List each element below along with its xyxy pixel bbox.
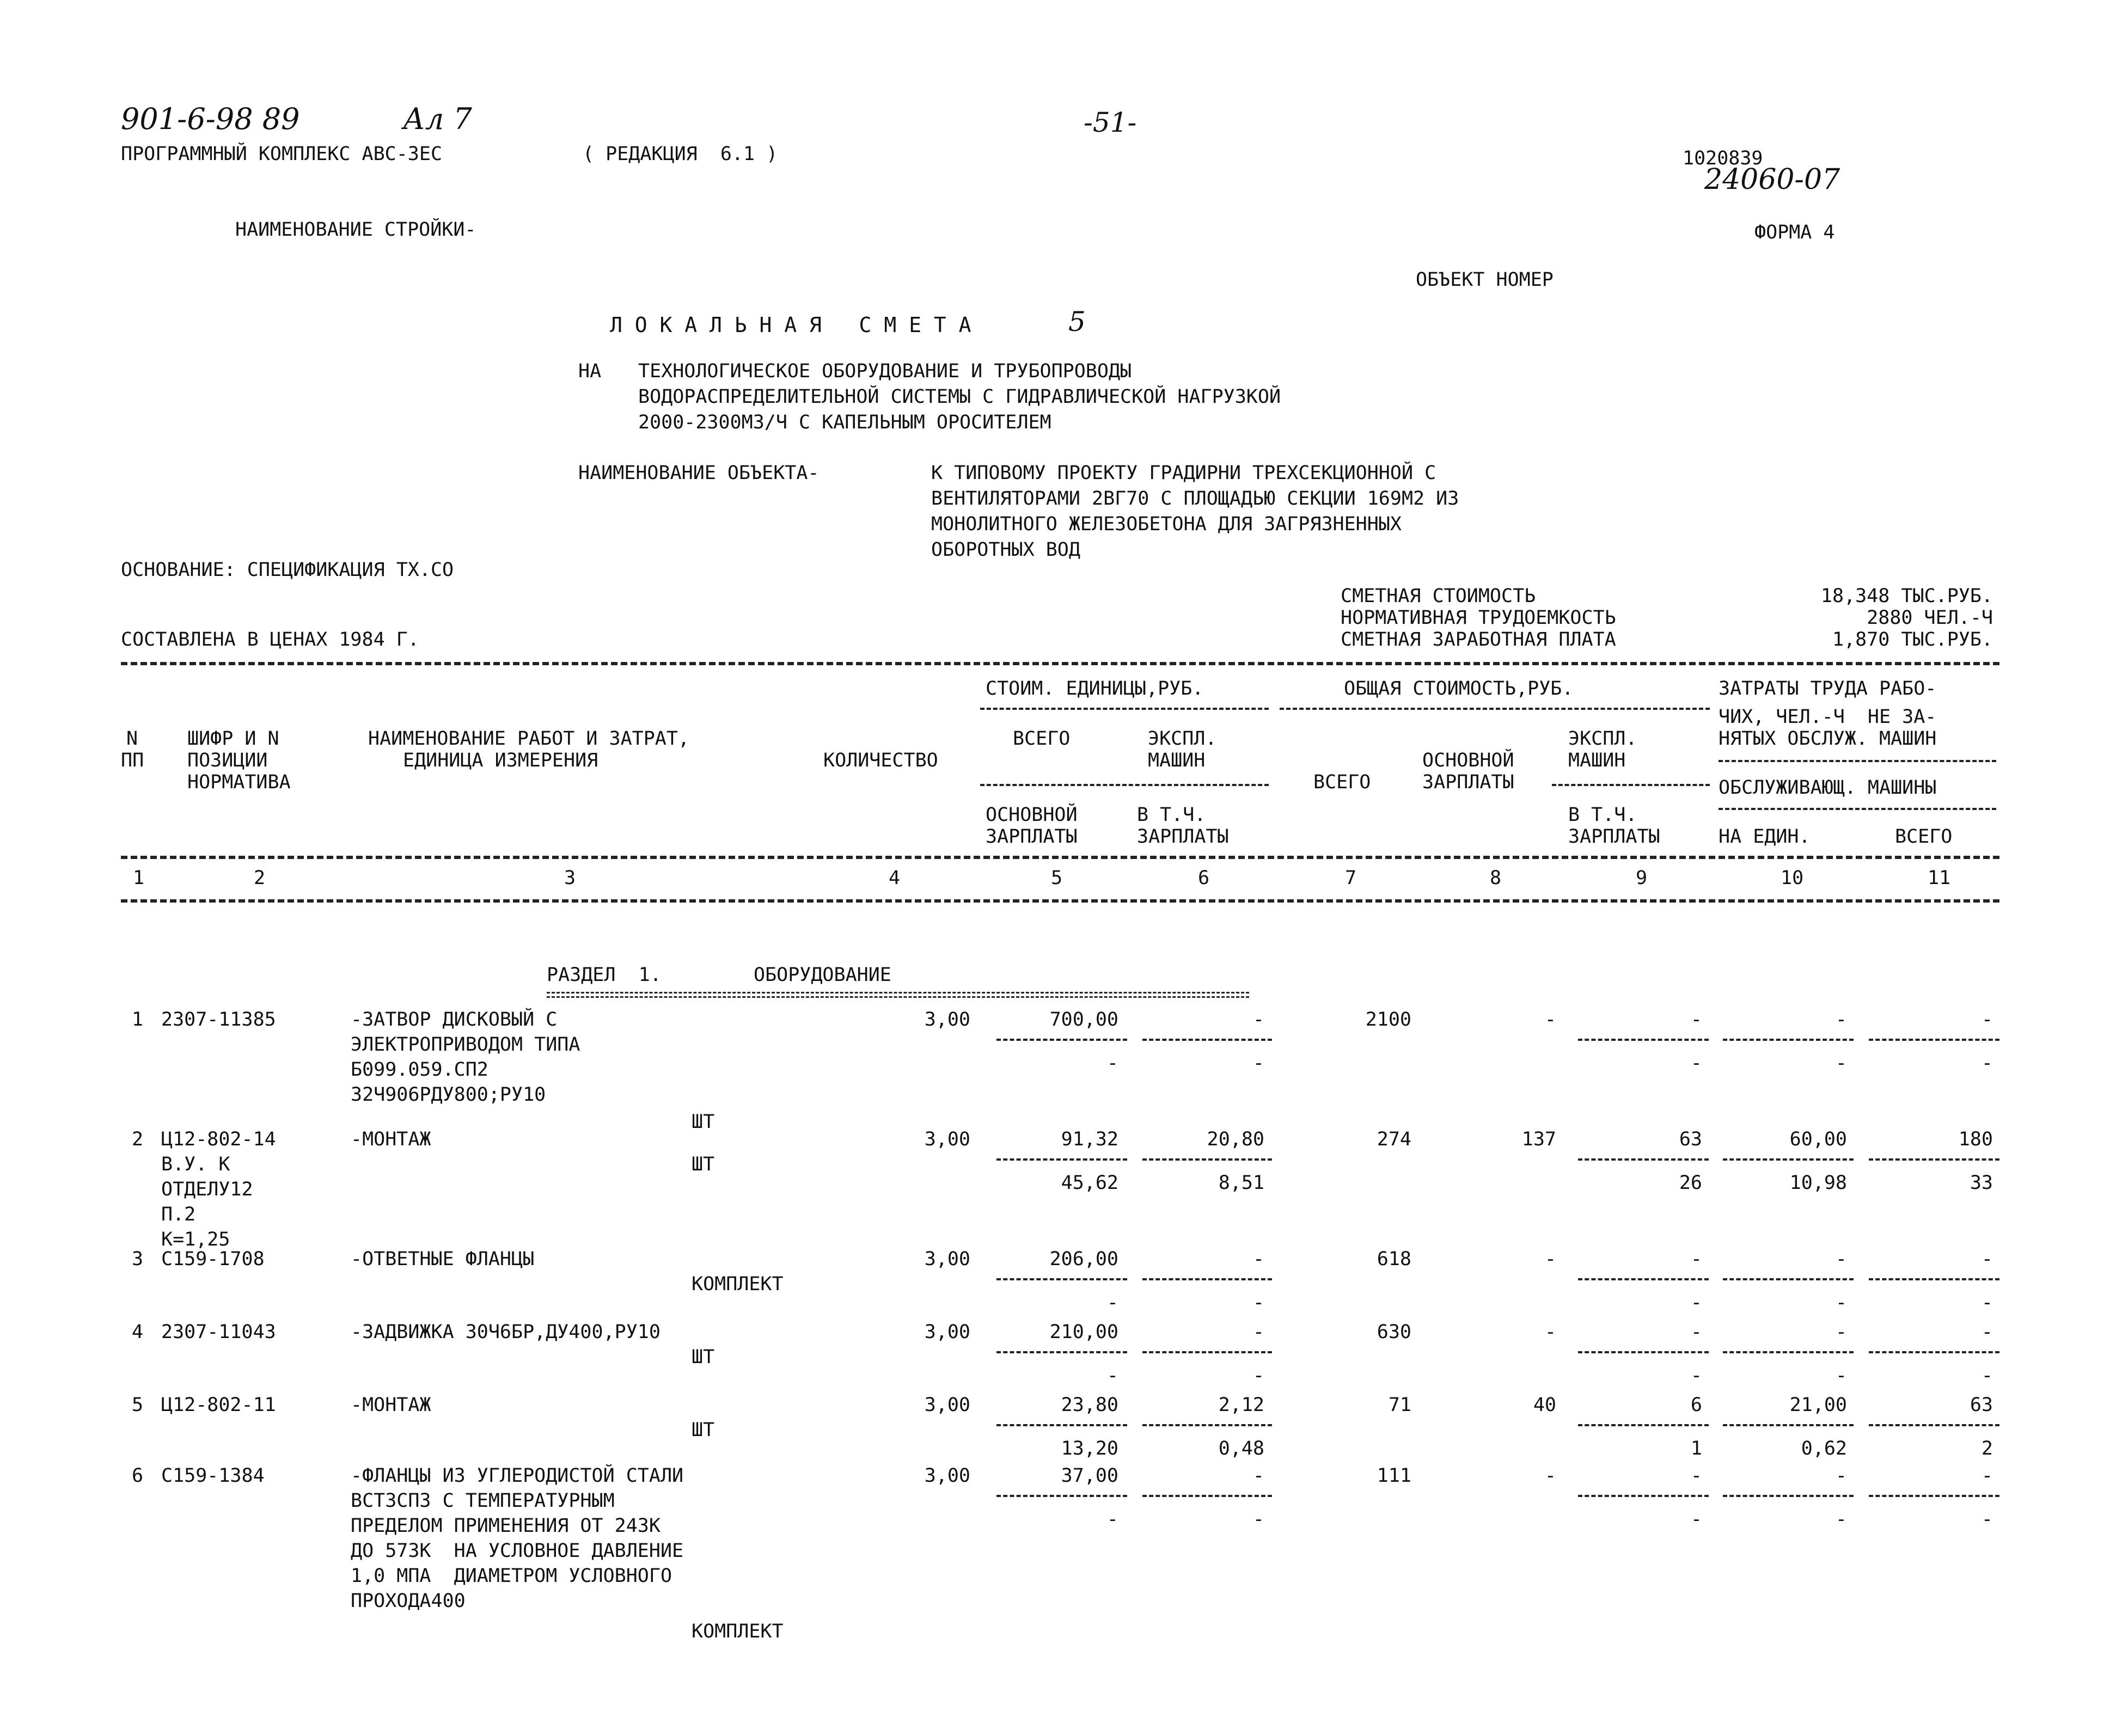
row-code: С159-1708: [161, 1248, 265, 1270]
handwritten-doc-code: 901-6-98 89: [121, 102, 300, 136]
row-labor-total: 180: [1958, 1128, 1993, 1150]
colnum-10: 10: [1781, 867, 1804, 889]
row-total-machine-wage: -: [1690, 1292, 1702, 1314]
row-code: 2307-11385: [161, 1009, 276, 1030]
col-total-incl-2: ЗАРПЛАТЫ: [1568, 826, 1660, 848]
cell-divider: [996, 1351, 1127, 1353]
row-total-cost: 630: [1377, 1321, 1411, 1343]
summary-value-cost: 18,348 ТЫС.РУБ.: [1820, 585, 1993, 607]
row-unit-cost-total: 210,00: [1049, 1321, 1118, 1343]
col-qty: КОЛИЧЕСТВО: [823, 750, 938, 771]
row-unit: КОМПЛЕКТ: [692, 1273, 784, 1295]
cell-divider: [1142, 1351, 1272, 1353]
row-quantity: 3,00: [924, 1248, 970, 1270]
cell-divider: [1869, 1158, 1999, 1161]
cell-divider: [1869, 1039, 1999, 1041]
row-labor-total: -: [1981, 1009, 1993, 1030]
row-name-line: ПРЕДЕЛОМ ПРИМЕНЕНИЯ ОТ 243К: [351, 1515, 661, 1537]
row-unit-wage: 13,20: [1061, 1438, 1118, 1459]
cell-divider: [1578, 1351, 1709, 1353]
row-name-line: Б099.059.СП2: [351, 1059, 488, 1081]
summary-value-labor: 2880 ЧЕЛ.-Ч: [1867, 607, 1993, 629]
colnum-4: 4: [889, 867, 901, 889]
row-total-machines: 63: [1679, 1128, 1702, 1150]
row-labor-sub-per-unit: -: [1835, 1052, 1847, 1074]
subject-line-1: ТЕХНОЛОГИЧЕСКОЕ ОБОРУДОВАНИЕ И ТРУБОПРОВОДЫ: [638, 360, 1132, 382]
col-total-all: ВСЕГО: [1313, 771, 1371, 793]
row-labor-sub-per-unit: -: [1835, 1365, 1847, 1387]
row-total-wages: -: [1544, 1248, 1556, 1270]
col-unit-total: ВСЕГО: [1013, 728, 1071, 750]
row-unit: КОМПЛЕКТ: [692, 1621, 784, 1642]
col-total-mach-2: МАШИН: [1568, 750, 1626, 771]
col-unit-incl-2: ЗАРПЛАТЫ: [1137, 826, 1229, 848]
row-total-wages: -: [1544, 1465, 1556, 1487]
row-unit: ШТ: [692, 1154, 715, 1175]
cell-divider: [1578, 1158, 1709, 1161]
row-total-wages: -: [1544, 1009, 1556, 1030]
col-unit-mach-2: МАШИН: [1148, 750, 1206, 771]
colnum-3: 3: [564, 867, 576, 889]
row-labor-total: -: [1981, 1465, 1993, 1487]
object-name-line-4: ОБОРОТНЫХ ВОД: [931, 539, 1080, 561]
colnum-2: 2: [254, 867, 266, 889]
row-total-machine-wage: -: [1690, 1508, 1702, 1530]
edition: ( РЕДАКЦИЯ 6.1 ): [583, 143, 778, 165]
row-code-extra: В.У. К: [161, 1154, 230, 1175]
cell-divider: [1142, 1039, 1272, 1041]
object-label: НАИМЕНОВАНИЕ ОБЪЕКТА-: [578, 462, 820, 484]
numbers-bottom-rule: [121, 899, 1999, 903]
colnum-8: 8: [1490, 867, 1502, 889]
row-unit-machine-wage: -: [1252, 1292, 1264, 1314]
row-unit-cost-total: 700,00: [1049, 1009, 1118, 1030]
subject-line-3: 2000-2300М3/Ч С КАПЕЛЬНЫМ ОРОСИТЕЛЕМ: [638, 412, 1051, 433]
colnum-6: 6: [1198, 867, 1210, 889]
row-unit-cost-total: 206,00: [1049, 1248, 1118, 1270]
cell-divider: [996, 1424, 1127, 1426]
row-labor-sub-per-unit: 0,62: [1801, 1438, 1847, 1459]
row-labor-sub-total: -: [1981, 1052, 1993, 1074]
col-unit-cost: СТОИМ. ЕДИНИЦЫ,РУБ.: [986, 678, 1204, 700]
col-labor-sub: ОБСЛУЖИВАЮЩ. МАШИНЫ: [1719, 777, 1937, 799]
cell-divider: [1723, 1039, 1854, 1041]
cell-divider: [1578, 1424, 1709, 1426]
cell-divider: [1869, 1424, 1999, 1426]
cell-divider: [1723, 1158, 1854, 1161]
cell-divider: [1869, 1278, 1999, 1280]
row-total-machines: -: [1690, 1248, 1702, 1270]
col-labor-unit: НА ЕДИН.: [1719, 826, 1811, 848]
col-unit-wage-2: ЗАРПЛАТЫ: [986, 826, 1078, 848]
row-number: 1: [132, 1009, 144, 1030]
row-code: С159-1384: [161, 1465, 265, 1487]
row-name-line: -ЗАДВИЖКА 30Ч6БР,ДУ400,РУ10: [351, 1321, 661, 1343]
row-unit-machine-wage: -: [1252, 1052, 1264, 1074]
row-name-line: -ЗАТВОР ДИСКОВЫЙ С: [351, 1009, 558, 1030]
stroyka-label: НАИМЕНОВАНИЕ СТРОЙКИ-: [235, 219, 476, 241]
col-unit-mach-1: ЭКСПЛ.: [1148, 728, 1217, 750]
col-labor-1: ЗАТРАТЫ ТРУДА РАБО-: [1719, 678, 1937, 700]
cell-divider: [1142, 1158, 1272, 1161]
row-number: 2: [132, 1128, 144, 1150]
cell-divider: [1723, 1495, 1854, 1497]
cell-divider: [1142, 1495, 1272, 1497]
col-total-incl-1: В Т.Ч.: [1568, 804, 1637, 826]
table-top-rule: [121, 662, 1999, 665]
object-name-line-3: МОНОЛИТНОГО ЖЕЛЕЗОБЕТОНА ДЛЯ ЗАГРЯЗНЕННЫХ: [931, 513, 1402, 535]
row-number: 3: [132, 1248, 144, 1270]
cell-divider: [1578, 1039, 1709, 1041]
col-total-cost: ОБЩАЯ СТОИМОСТЬ,РУБ.: [1344, 678, 1574, 700]
row-total-cost: 2100: [1365, 1009, 1411, 1030]
summary-value-wage: 1,870 ТЫС.РУБ.: [1832, 629, 1993, 651]
row-number: 4: [132, 1321, 144, 1343]
program-name: ПРОГРАММНЫЙ КОМПЛЕКС АВС-3ЕС: [121, 143, 443, 165]
row-unit-cost-total: 23,80: [1061, 1394, 1118, 1416]
row-labor-sub-per-unit: 10,98: [1789, 1172, 1847, 1194]
summary-label-labor: НОРМАТИВНАЯ ТРУДОЕМКОСТЬ: [1341, 607, 1616, 629]
subject-line-2: ВОДОРАСПРЕДЕЛИТЕЛЬНОЙ СИСТЕМЫ С ГИДРАВЛИЧЕСКОЙ НАГРУЗКОЙ: [638, 386, 1281, 408]
row-total-wages: 40: [1533, 1394, 1556, 1416]
row-labor-total: -: [1981, 1321, 1993, 1343]
row-name-line: ВСТ3СП3 С ТЕМПЕРАТУРНЫМ: [351, 1490, 615, 1512]
row-unit: ШТ: [692, 1111, 715, 1133]
row-unit-cost-total: 37,00: [1061, 1465, 1118, 1487]
cell-divider: [1578, 1495, 1709, 1497]
row-labor-sub-total: -: [1981, 1365, 1993, 1387]
row-name-line: -ОТВЕТНЫЕ ФЛАНЦЫ: [351, 1248, 535, 1270]
row-unit-wage: -: [1106, 1365, 1118, 1387]
handwritten-smeta-number: 5: [1068, 306, 1086, 338]
row-quantity: 3,00: [924, 1321, 970, 1343]
row-unit-wage: -: [1106, 1052, 1118, 1074]
row-total-machine-wage: -: [1690, 1365, 1702, 1387]
row-unit-wage: 45,62: [1061, 1172, 1118, 1194]
row-name-line: -МОНТАЖ: [351, 1128, 431, 1150]
row-labor-per-unit: -: [1835, 1009, 1847, 1030]
col-total-mach-1: ЭКСПЛ.: [1568, 728, 1637, 750]
row-unit-cost-machines: 2,12: [1218, 1394, 1264, 1416]
colnum-9: 9: [1636, 867, 1648, 889]
colnum-11: 11: [1928, 867, 1951, 889]
col-labor-total: ВСЕГО: [1895, 826, 1953, 848]
col-name-line1: НАИМЕНОВАНИЕ РАБОТ И ЗАТРАТ,: [368, 728, 690, 750]
col-num-line2: ПП: [121, 750, 144, 771]
document-title: Л О К А Л Ь Н А Я С М Е Т А: [610, 313, 971, 337]
object-name-line-1: К ТИПОВОМУ ПРОЕКТУ ГРАДИРНИ ТРЕХСЕКЦИОННОЙ С: [931, 462, 1436, 484]
row-unit-machine-wage: 8,51: [1218, 1172, 1264, 1194]
row-total-machines: 6: [1690, 1394, 1702, 1416]
row-quantity: 3,00: [924, 1128, 970, 1150]
cell-divider: [996, 1495, 1127, 1497]
row-number: 5: [132, 1394, 144, 1416]
row-name-line: ДО 573К НА УСЛОВНОЕ ДАВЛЕНИЕ: [351, 1540, 684, 1562]
cell-divider: [1723, 1424, 1854, 1426]
row-labor-total: -: [1981, 1248, 1993, 1270]
cell-divider: [996, 1158, 1127, 1161]
col-code-line2: ПОЗИЦИИ: [187, 750, 268, 771]
row-unit-cost-machines: -: [1252, 1248, 1264, 1270]
row-code-extra: ОТДЕЛУ12: [161, 1179, 253, 1200]
col-code-line1: ШИФР И N: [187, 728, 279, 750]
row-code-extra: К=1,25: [161, 1229, 230, 1250]
row-labor-per-unit: 21,00: [1789, 1394, 1847, 1416]
row-unit-cost-total: 91,32: [1061, 1128, 1118, 1150]
row-labor-sub-total: 33: [1970, 1172, 1993, 1194]
col-labor-3: НЯТЫХ ОБСЛУЖ. МАШИН: [1719, 728, 1937, 750]
row-name-line: ПРОХОДА400: [351, 1590, 466, 1612]
object-number-label: ОБЪЕКТ НОМЕР: [1416, 269, 1554, 291]
section-label: РАЗДЕЛ 1.: [547, 964, 662, 986]
handwritten-sheet: Ал 7: [403, 102, 472, 136]
row-unit-wage: -: [1106, 1508, 1118, 1530]
row-name-line: -ФЛАНЦЫ ИЗ УГЛЕРОДИСТОЙ СТАЛИ: [351, 1465, 684, 1487]
handwritten-page-number: -51-: [1084, 107, 1137, 138]
row-labor-sub-total: 2: [1981, 1438, 1993, 1459]
row-unit-wage: -: [1106, 1292, 1118, 1314]
row-unit-cost-machines: 20,80: [1207, 1128, 1264, 1150]
cell-divider: [1869, 1495, 1999, 1497]
summary-label-cost: СМЕТНАЯ СТОИМОСТЬ: [1341, 585, 1536, 607]
row-name-line: 1,0 МПА ДИАМЕТРОМ УСЛОВНОГО: [351, 1565, 672, 1587]
row-total-cost: 274: [1377, 1128, 1411, 1150]
row-total-machines: -: [1690, 1465, 1702, 1487]
row-labor-sub-total: -: [1981, 1292, 1993, 1314]
row-total-machine-wage: -: [1690, 1052, 1702, 1074]
basis: ОСНОВАНИЕ: СПЕЦИФИКАЦИЯ ТХ.СО: [121, 559, 454, 581]
row-labor-per-unit: -: [1835, 1465, 1847, 1487]
row-labor-per-unit: -: [1835, 1248, 1847, 1270]
cell-divider: [996, 1278, 1127, 1280]
form-label: ФОРМА 4: [1754, 222, 1835, 243]
row-total-wages: -: [1544, 1321, 1556, 1343]
section-underline: [547, 992, 1249, 998]
row-unit-machine-wage: -: [1252, 1508, 1264, 1530]
cell-divider: [996, 1039, 1127, 1041]
row-unit-cost-machines: -: [1252, 1465, 1264, 1487]
colnum-1: 1: [133, 867, 145, 889]
row-code: 2307-11043: [161, 1321, 276, 1343]
summary-label-wage: СМЕТНАЯ ЗАРАБОТНАЯ ПЛАТА: [1341, 629, 1616, 651]
row-total-cost: 111: [1377, 1465, 1411, 1487]
row-total-cost: 618: [1377, 1248, 1411, 1270]
row-total-wages: 137: [1521, 1128, 1556, 1150]
cell-divider: [1142, 1278, 1272, 1280]
col-labor-2: ЧИХ, ЧЕЛ.-Ч НЕ ЗА-: [1719, 706, 1937, 728]
row-name-line: 32Ч906РДУ800;РУ10: [351, 1084, 546, 1106]
cell-divider: [1723, 1278, 1854, 1280]
price-basis: СОСТАВЛЕНА В ЦЕНАХ 1984 Г.: [121, 629, 419, 651]
cell-divider: [1142, 1424, 1272, 1426]
row-unit-cost-machines: -: [1252, 1009, 1264, 1030]
row-labor-total: 63: [1970, 1394, 1993, 1416]
row-labor-per-unit: -: [1835, 1321, 1847, 1343]
row-total-machine-wage: 26: [1679, 1172, 1702, 1194]
row-number: 6: [132, 1465, 144, 1487]
document-number: 1020839: [1683, 148, 1763, 169]
row-quantity: 3,00: [924, 1465, 970, 1487]
col-unit-incl-1: В Т.Ч.: [1137, 804, 1206, 826]
na-label: НА: [578, 360, 602, 382]
row-total-machines: -: [1690, 1321, 1702, 1343]
colnum-7: 7: [1345, 867, 1357, 889]
section-name: ОБОРУДОВАНИЕ: [754, 964, 891, 986]
col-total-wage-2: ЗАРПЛАТЫ: [1422, 771, 1514, 793]
row-total-cost: 71: [1388, 1394, 1411, 1416]
col-unit-wage-1: ОСНОВНОЙ: [986, 804, 1078, 826]
row-unit-machine-wage: -: [1252, 1365, 1264, 1387]
row-code: Ц12-802-11: [161, 1394, 276, 1416]
row-unit: ШТ: [692, 1346, 715, 1368]
col-code-line3: НОРМАТИВА: [187, 771, 291, 793]
col-name-line2: ЕДИНИЦА ИЗМЕРЕНИЯ: [403, 750, 598, 771]
row-quantity: 3,00: [924, 1009, 970, 1030]
cell-divider: [1578, 1278, 1709, 1280]
object-name-line-2: ВЕНТИЛЯТОРАМИ 2ВГ70 С ПЛОЩАДЬЮ СЕКЦИИ 169М2 ИЗ: [931, 488, 1459, 510]
row-quantity: 3,00: [924, 1394, 970, 1416]
row-labor-per-unit: 60,00: [1789, 1128, 1847, 1150]
row-total-machine-wage: 1: [1690, 1438, 1702, 1459]
colnum-5: 5: [1051, 867, 1063, 889]
row-unit-cost-machines: -: [1252, 1321, 1264, 1343]
cell-divider: [1869, 1351, 1999, 1353]
row-name-line: -МОНТАЖ: [351, 1394, 431, 1416]
row-unit-machine-wage: 0,48: [1218, 1438, 1264, 1459]
cell-divider: [1723, 1351, 1854, 1353]
header-bottom-rule: [121, 856, 1999, 859]
row-code: Ц12-802-14: [161, 1128, 276, 1150]
col-total-wage-1: ОСНОВНОЙ: [1422, 750, 1514, 771]
row-code-extra: П.2: [161, 1204, 196, 1225]
col-num-line1: N: [126, 728, 138, 750]
row-labor-sub-total: -: [1981, 1508, 1993, 1530]
row-labor-sub-per-unit: -: [1835, 1508, 1847, 1530]
handwritten-number: 24060-07: [1704, 163, 1840, 196]
row-unit: ШТ: [692, 1419, 715, 1441]
row-name-line: ЭЛЕКТРОПРИВОДОМ ТИПА: [351, 1034, 580, 1056]
row-labor-sub-per-unit: -: [1835, 1292, 1847, 1314]
row-total-machines: -: [1690, 1009, 1702, 1030]
